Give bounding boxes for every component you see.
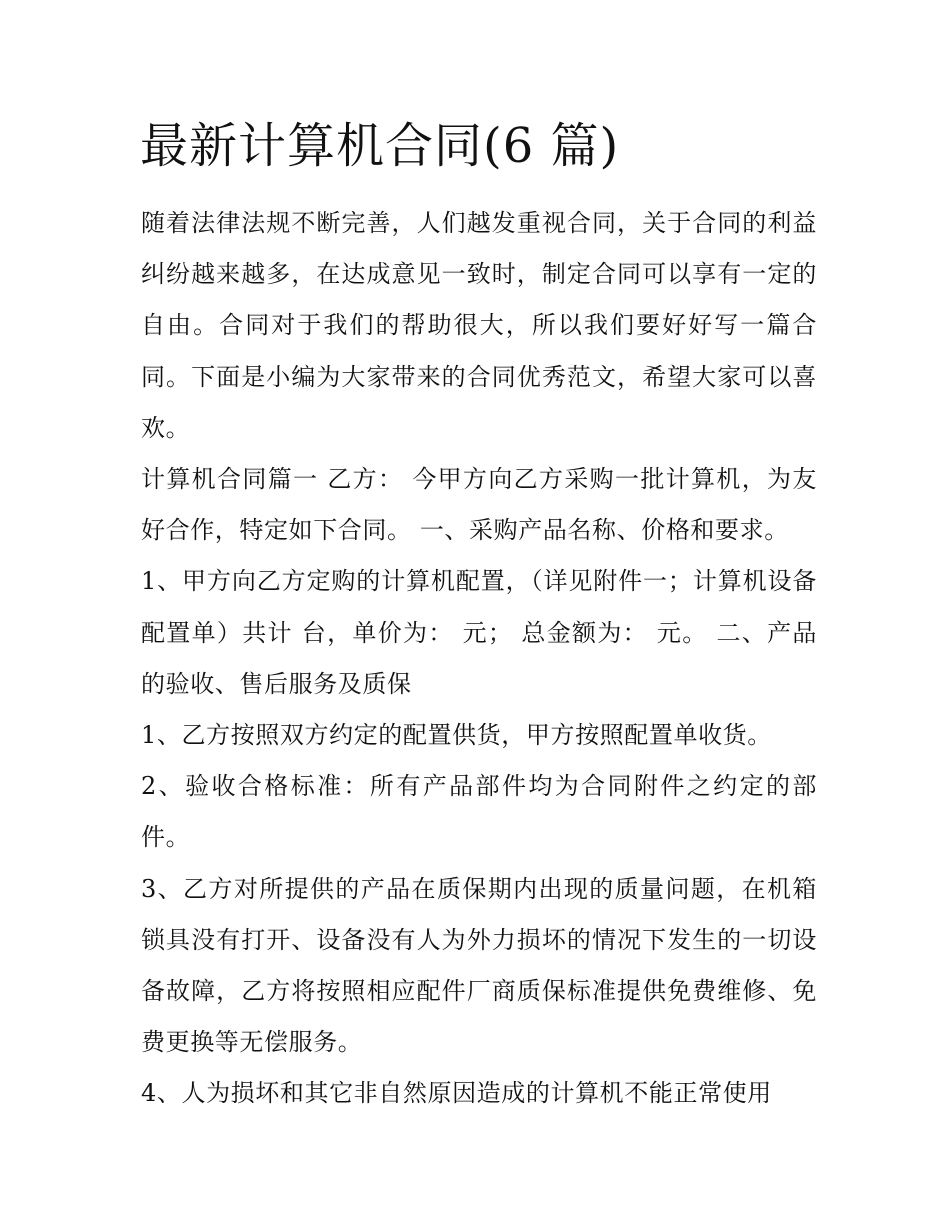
document-title: 最新计算机合同(6 篇) [140, 118, 620, 174]
document-body [141, 198, 817, 1120]
acceptance-item-3: 3、乙方对所提供的产品在质保期内出现的质量问题，在机箱锁具没有打开、设备没有人为外力损坏的情况下发生的一切设备故障，乙方将按照相应配件厂商质保标准提供免费维修、免费更换等无偿服务。 [141, 874, 817, 1057]
intro-paragraph: 随着法律法规不断完善，人们越发重视合同，关于合同的利益纠纷越来越多，在达成意见一致时，制定合同可以享有一定的自由。合同对于我们的帮助很大，所以我们要好好写一篇合同。下面是小编为大家带来的合同优秀范文，希望大家可以喜欢。 [141, 209, 817, 442]
clause-1-paragraph: 1、甲方向乙方定购的计算机配置，（详见附件一；计算机设备配置单）共计 台，单价为： 元； 总金额为： 元。 二、产品的验收、售后服务及质保 [141, 567, 817, 698]
acceptance-item-4: 4、人为损坏和其它非自然原因造成的计算机不能正常使用 [141, 1079, 772, 1108]
contract-section-one: 计算机合同篇一 乙方： 今甲方向乙方采购一批计算机，为友好合作，特定如下合同。 一、采购产品名称、价格和要求。 [141, 465, 817, 545]
acceptance-item-1: 1、乙方按照双方约定的配置供货，甲方按照配置单收货。 [141, 721, 772, 750]
acceptance-item-2: 2、验收合格标准：所有产品部件均为合同附件之约定的部件。 [141, 772, 817, 852]
